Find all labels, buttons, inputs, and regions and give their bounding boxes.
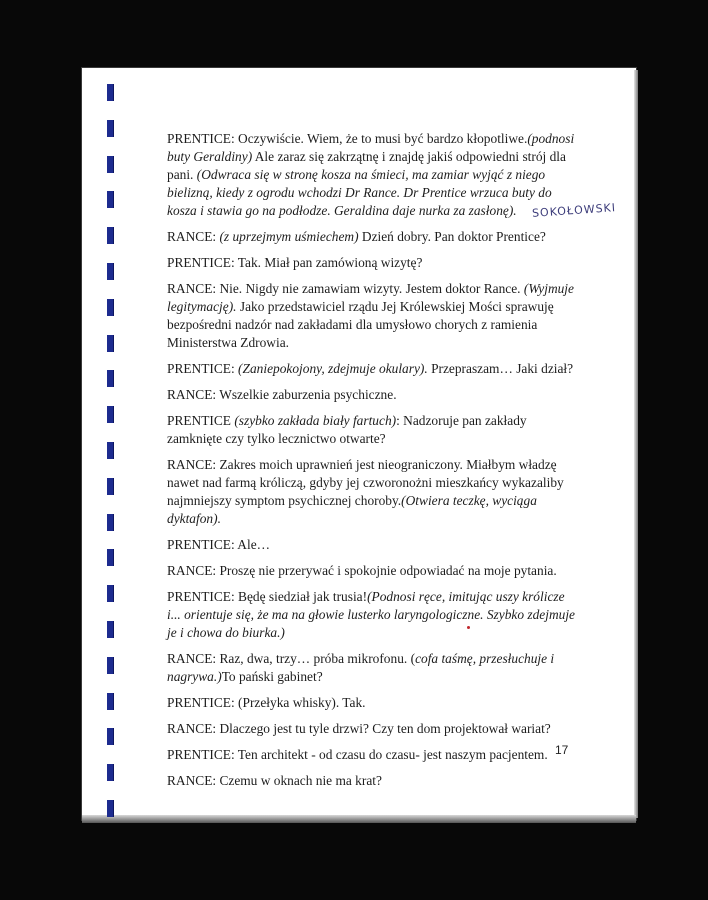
dialogue-text: RANCE: Wszelkie zaburzenia psychiczne. <box>167 387 397 402</box>
binding-ring <box>107 120 113 137</box>
dialogue-paragraph <box>167 694 575 712</box>
dialogue-paragraph <box>167 772 575 790</box>
page-side-edge <box>634 70 638 818</box>
dialogue-paragraph <box>167 536 575 554</box>
dialogue-text: Jako przedstawiciel rządu Jej Królewskiej Mości sprawuję bezpośredni nadzór nad zakładami dla umysłowo chorych z ramienia Ministerstwa Zdrowia. <box>167 299 554 350</box>
binding-ring <box>107 335 113 352</box>
binding-ring <box>107 84 113 101</box>
binding-ring <box>107 514 113 531</box>
dialogue-paragraph <box>167 254 575 272</box>
dialogue-text: RANCE: Czemu w oknach nie ma krat? <box>167 773 382 788</box>
binding-ring <box>107 764 113 781</box>
dialogue-paragraph <box>167 746 575 764</box>
stage-direction: (Odwraca się w stronę kosza na śmieci, ma zamiar wyjąć z niego bielizną, kiedy z ogrodu wchodzi Dr Rance. Dr Prentice wrzuca buty do kosza i stawia go na podłodze. Geraldina daje nurka za zasłonę). <box>167 167 552 218</box>
stage-direction: (podnosi buty Geraldiny) <box>167 131 575 164</box>
dialogue-text: RANCE: Dlaczego jest tu tyle drzwi? Czy ten dom projektował wariat? <box>167 721 551 736</box>
binding-ring <box>107 191 113 208</box>
dialogue-paragraph <box>167 280 575 352</box>
binding-ring <box>107 657 113 674</box>
stage-direction: (szybko zakłada biały fartuch) <box>234 413 397 428</box>
stage-direction: (Otwiera teczkę, wyciąga dyktafon). <box>167 493 537 526</box>
dialogue-text: : Nadzoruje pan zakłady zamknięte czy tylko lecznictwo otwarte? <box>167 413 527 446</box>
dialogue-text: PRENTICE: Ten architekt - od czasu do czasu- jest naszym pacjentem. <box>167 747 548 762</box>
binding-ring <box>107 693 113 710</box>
ink-mark <box>467 626 470 629</box>
dialogue-text: RANCE: Proszę nie przerywać i spokojnie odpowiadać na moje pytania. <box>167 563 557 578</box>
dialogue-text: PRENTICE: Będę siedział jak trusia! <box>167 589 368 604</box>
stage-direction: (Podnosi ręce, imitując uszy królicze i... orientuje się, że ma na głowie lusterko laryngologiczne. Szybko zdejmuje je i chowa do biurka.) <box>167 589 575 640</box>
binding-ring <box>107 585 113 602</box>
dialogue-text: RANCE: <box>167 229 220 244</box>
dialogue-paragraph <box>167 412 575 448</box>
binding-ring <box>107 442 113 459</box>
dialogue-text: PRENTICE: (Przełyka whisky). Tak. <box>167 695 366 710</box>
handwritten-signature: SOKOŁOWSKI <box>531 201 617 220</box>
stage-direction: cofa taśmę, przesłuchuje i nagrywa.) <box>167 651 555 684</box>
binding-ring <box>107 549 113 566</box>
dialogue-paragraph <box>167 720 575 738</box>
binding-ring <box>107 156 113 173</box>
binding-ring <box>107 728 113 745</box>
page-number: 17 <box>555 743 569 757</box>
dialogue-text: PRENTICE: <box>167 361 239 376</box>
page-bottom-edge <box>82 815 636 823</box>
binding-ring <box>107 478 113 495</box>
binding-ring <box>107 227 113 244</box>
dialogue-paragraph <box>167 360 575 378</box>
dialogue-paragraph <box>167 562 575 580</box>
dialogue-text: PRENTICE: Ale… <box>167 537 271 552</box>
binding-ring <box>107 299 113 316</box>
dialogue-paragraph <box>167 130 575 220</box>
dialogue-text: PRENTICE <box>167 413 235 428</box>
binding-ring <box>107 263 113 280</box>
binding-ring <box>107 621 113 638</box>
dialogue-paragraph <box>167 228 575 246</box>
binding-ring <box>107 800 113 817</box>
dialogue-text: RANCE: Raz, dwa, trzy… próba mikrofonu. ( <box>167 651 416 666</box>
stage-direction: (z uprzejmym uśmiechem) <box>219 229 359 244</box>
dialogue-text: Ale zaraz się zakrzątnę i znajdę jakiś odpowiedni strój dla pani. <box>167 149 566 182</box>
stage-direction: (Wyjmuje legitymację). <box>167 281 574 314</box>
dialogue-paragraph <box>167 386 575 404</box>
spiral-binding <box>105 84 119 824</box>
dialogue-text: RANCE: Nie. Nigdy nie zamawiam wizyty. Jestem doktor Rance. <box>167 281 524 296</box>
dialogue-text: PRENTICE: Oczywiście. Wiem, że to musi być bardzo kłopotliwe. <box>167 131 528 146</box>
dialogue-text: Przepraszam… Jaki dział? <box>427 361 574 376</box>
dialogue-paragraph <box>167 650 575 686</box>
stage-direction: (Zaniepokojony, zdejmuje okulary). <box>238 361 428 376</box>
dialogue-paragraph <box>167 588 575 642</box>
dialogue-text: PRENTICE: Tak. Miał pan zamówioną wizytę? <box>167 255 423 270</box>
binding-ring <box>107 370 113 387</box>
binding-ring <box>107 406 113 423</box>
dialogue-text: Dzień dobry. Pan doktor Prentice? <box>358 229 546 244</box>
dialogue-text: RANCE: Zakres moich uprawnień jest nieograniczony. Miałbym władzę nawet nad farmą króliczą, gdyby jej czworonożni mieszkańcy wykazaliby najmniejszy symptom psychicznej choroby. <box>167 457 564 508</box>
dialogue-text: To pański gabinet? <box>221 669 323 684</box>
dialogue-paragraph <box>167 456 575 528</box>
script-text <box>167 130 575 798</box>
